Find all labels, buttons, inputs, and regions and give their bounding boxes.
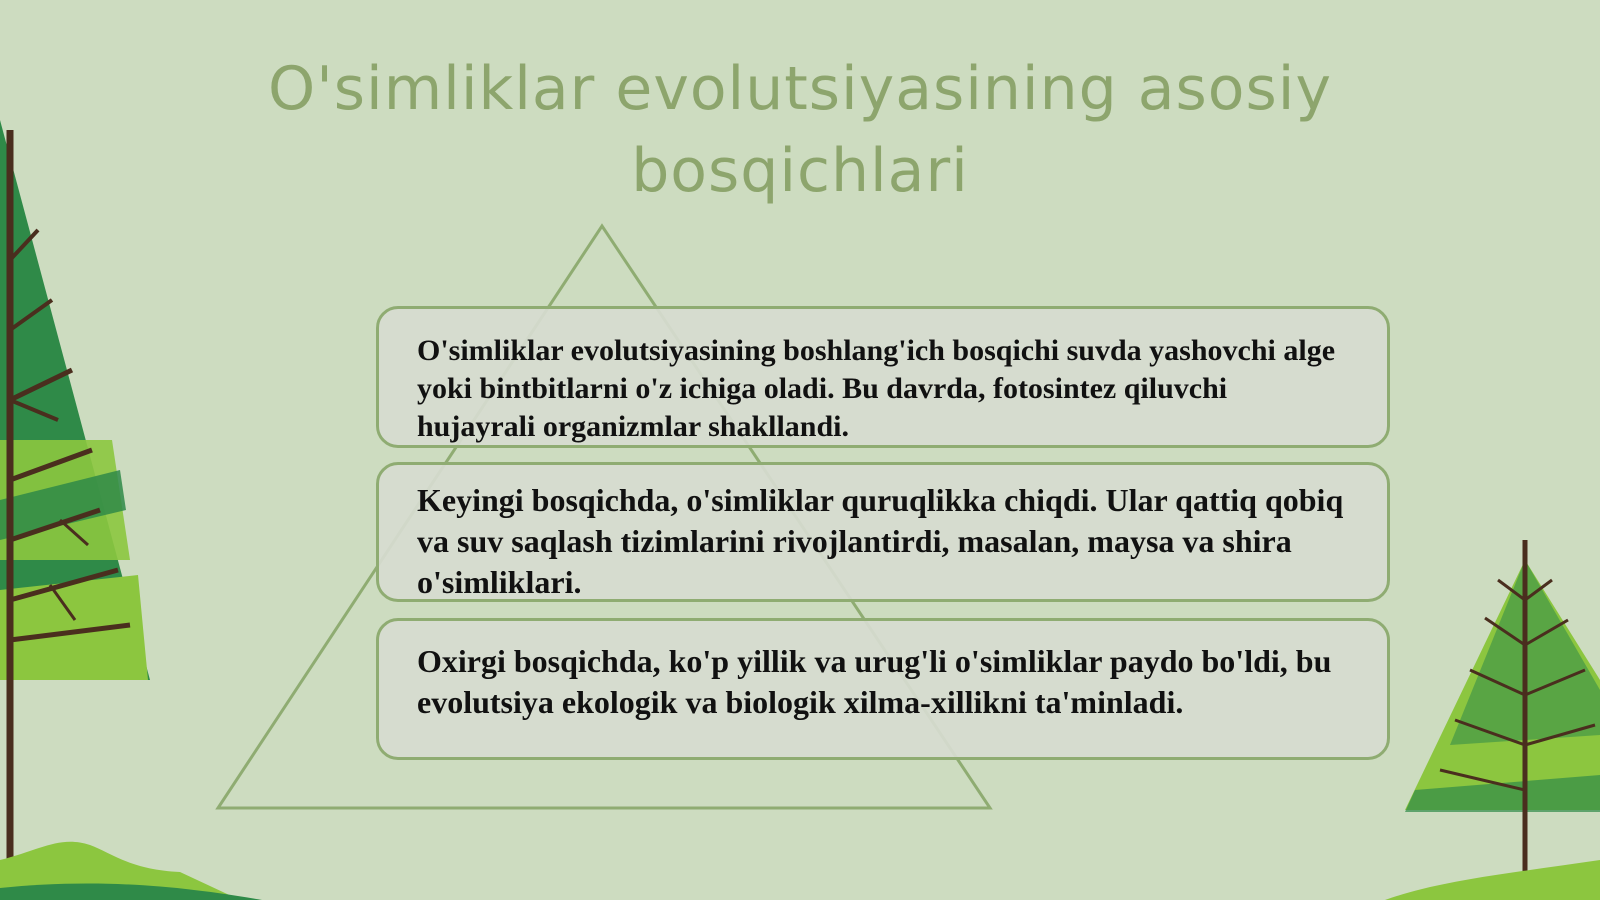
right-tree-illustration [1405, 540, 1600, 900]
stage-box-1 [376, 306, 1390, 448]
slide-title: O'simliklar evolutsiyasining asosiy bosqichlari [268, 54, 1332, 206]
stage-text-3: Oxirgi bosqichda, ko'p yillik va urug'li o'simliklar paydo bo'ldi, bu evolutsiya ekologik va biologik xilma-xillikni ta'minladi. [417, 643, 1332, 720]
stage-text-1: O'simliklar evolutsiyasining boshlang'ich bosqichi suvda yashovchi alge yoki bintbitlarni o'z ichiga oladi. Bu davrda, fotosintez qiluvchi hujayrali organizmlar shakllandi. [417, 334, 1336, 443]
left-tree-illustration [0, 120, 150, 900]
ground-grass [0, 842, 1600, 900]
stage-box-3 [376, 618, 1390, 760]
stage-box-2 [376, 462, 1390, 602]
stage-text-2: Keyingi bosqichda, o'simliklar quruqlikka chiqdi. Ular qattiq qobiq va suv saqlash tizimlarini rivojlantirdi, masalan, maysa va shira o'simliklari. [417, 482, 1344, 600]
